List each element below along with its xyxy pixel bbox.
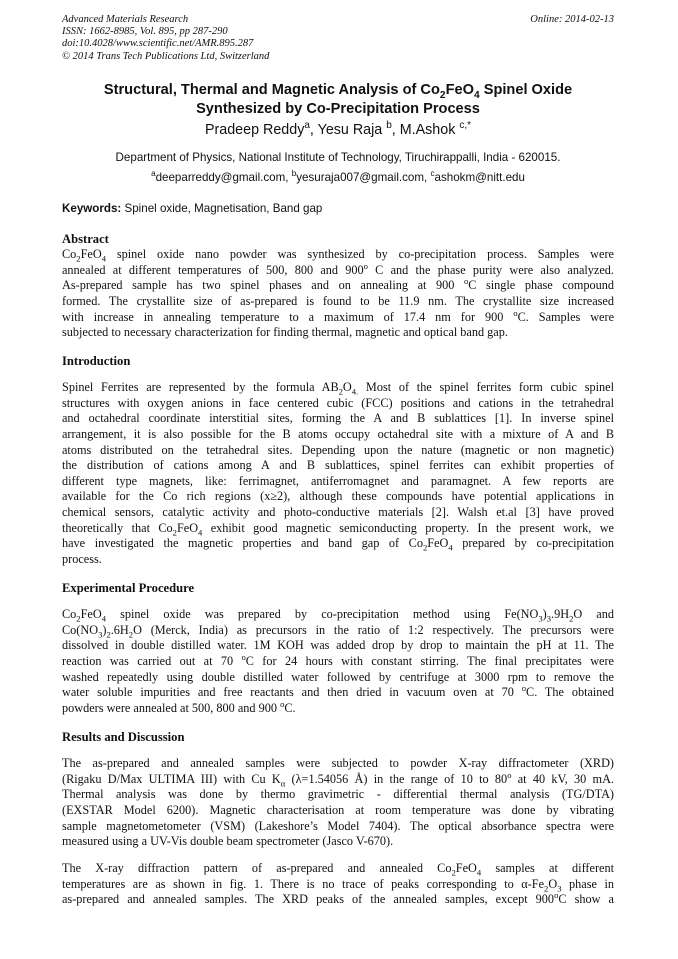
text-line: theoretically that $Co_2FeO_4$ exhibit good magnetic semiconducting property. In the present work, we: [62, 520, 614, 538]
title-text: FeO: [445, 82, 474, 98]
text-line: have investigated the magnetic properties and band gap of $Co_2FeO_4$ prepared by co-precipitation: [62, 536, 614, 553]
results-heading: Results and Discussion: [62, 730, 185, 744]
text-line: as-prepared and annealed samples. The XRD peaks of the annealed samples, except 900$^o$C show a: [62, 890, 614, 907]
title-text: Spinel Oxide: [479, 82, 573, 98]
affiliation-mark: b: [291, 169, 297, 179]
affiliation-mark: a: [151, 169, 156, 179]
subscript: 2: [439, 89, 446, 101]
text-line: measured using a UV-Vis double beam spectrometer (Jasco V-670).: [62, 834, 394, 849]
title-text: Structural, Thermal and Magnetic Analysis of Co: [103, 82, 440, 98]
experimental-heading: Experimental Procedure: [62, 581, 195, 595]
text-line: the distribution of cations among A and B sublattices, spinel ferrites can exhibit properties of: [62, 458, 614, 473]
affiliation-mark: a: [304, 120, 310, 132]
author-name: , M.Ashok: [391, 122, 460, 138]
text-line: The as-prepared and annealed samples were subjected to powder X-ray diffractometer (XRD): [62, 756, 614, 770]
text-line: formed. The crystallite size of as-prepared is found to be 11.9 nm. The crystallite size increased: [62, 293, 614, 308]
author-list: [62, 121, 614, 139]
author-name: , Yesu Raja: [309, 122, 387, 138]
text-line: structures with oxygen anions in face centered cubic (FCC) positions and cations in the tetrahedral: [62, 395, 614, 410]
introduction-body: [62, 380, 614, 568]
text-line: and octahedral coordinate interstitial sites, forming the A and B sublattices [1]. In inverse spinel: [62, 411, 614, 426]
text-line: (EXSTAR Model 6200). Magnetic characterisation at room temperature was done by vibrating: [62, 802, 614, 817]
affiliation-mark: c,*: [459, 120, 471, 132]
text-line: The X-ray diffraction pattern of as-prepared and annealed $Co_2FeO_4$ samples at different: [62, 861, 614, 878]
email: ashokm@nitt.edu: [434, 171, 525, 184]
text-line: water soluble impurities and free reactants and then dried in vacuum oven at 70 $^o$C. The obtained: [62, 683, 614, 700]
author-name: Pradeep Reddy: [204, 122, 305, 138]
text-line: with increase in annealing temperature to a maximum of 17.4 nm for 900 $^o$C. Samples were: [62, 307, 615, 324]
issn-line: ISSN: 1662-8985, Vol. 895, pp 287-290: [62, 26, 228, 38]
text-line: annealed at different temperatures of 500, 800 and 900$^o$ C and the phase purity were also analyzed.: [62, 260, 614, 277]
affiliation-mark: b: [386, 120, 392, 132]
text-line: dissolved in double distilled water. 1M KOH was added drop by drop to maintain the pH at 11. The: [62, 638, 614, 653]
paper-title: [62, 81, 614, 119]
title-line-2: Synthesized by Co-Precipitation Process: [196, 101, 480, 117]
text-line: powders were annealed at 500, 800 and 900 $^o$C.: [62, 698, 296, 715]
experimental-body: [62, 607, 614, 716]
text-line: chemical sensors, catalytic activity and photo-conductive materials [2]. Walsh et.al [3] have proved: [62, 505, 614, 520]
journal-header: [62, 14, 614, 63]
text-line: Thermal analysis was done by thermo gravimetric - differential thermal analysis (TG/DTA): [62, 787, 614, 802]
text-line: Spinel Ferrites are represented by the formula $AB_2O_{4.}$ Most of the spinel ferrites form cubic spinel: [62, 380, 614, 397]
keywords: [62, 201, 614, 216]
author-emails: [62, 170, 614, 185]
abstract-heading: Abstract: [62, 232, 109, 246]
text-line: available for the Co rich regions (x≥2), although these compounds have potential applications in: [62, 489, 614, 504]
text-line: $Co_2FeO_4$ spinel oxide was prepared by co-precipitation method using $Fe(NO_3)_3.9H_2O$ and: [62, 607, 614, 624]
affiliation: Department of Physics, National Institute of Technology, Tiruchirappalli, India - 620015.: [115, 151, 561, 164]
text-line: As-prepared sample has two spinel phases and on annealing at 900 $^o$C single phase compound: [62, 276, 614, 293]
text-line: reaction was carried out at 70 $^o$C for 24 hours with constant stirring. The final precipitates were: [62, 651, 614, 668]
results-paragraph-2: [62, 861, 614, 908]
email: yesuraja007@gmail.com,: [296, 171, 431, 184]
affiliation-mark: c: [430, 169, 435, 179]
text-line: atoms distributed on the tetrahedral sites. Depending upon the nature (magnetic or non magnetic): [62, 442, 614, 457]
abstract-body: [62, 247, 614, 341]
keywords-text: Spinel oxide, Magnetisation, Band gap: [121, 202, 323, 215]
doi-line: doi:10.4028/www.scientific.net/AMR.895.287: [62, 38, 254, 50]
text-line: subjected to necessary characterization for finding thermal, magnetic and optical band gap.: [62, 325, 508, 340]
email: deeparreddy@gmail.com,: [155, 171, 292, 184]
results-paragraph-1: [62, 756, 614, 850]
online-date: Online: 2014-02-13: [530, 14, 614, 25]
text-line: temperatures are as shown in fig. 1. There is no trace of peaks corresponding to $\alpha-Fe_2O_3$ phase in: [62, 876, 614, 894]
subscript: 4: [473, 89, 480, 101]
text-line: washed repeatedly using double distilled water followed by centrifuge at 3000 rpm to remove the: [62, 669, 614, 684]
text-line: $Co(NO_3)_2.6H_2O$ (Merck, India) as precursors in the ratio of 1:2 respectively. The precursors were: [62, 622, 614, 640]
journal-name: Advanced Materials Research: [62, 14, 189, 25]
copyright-line: © 2014 Trans Tech Publications Ltd, Switzerland: [62, 50, 270, 62]
introduction-heading: Introduction: [62, 354, 131, 368]
text-line: (Rigaku D/Max ULTIMA III) with Cu $K_\alpha$ (λ=1.54056 Å) in the range of 10 to 80$^o$ at 40 kV, 30 mA.: [62, 769, 614, 789]
keywords-label: Keywords:: [62, 202, 122, 215]
text-line: arrangement, it is also possible for the B atoms occupy octahedral site with a mixture of A and B: [62, 426, 614, 441]
text-line: $Co_2FeO_4$ spinel oxide nano powder was synthesized by co-precipitation process. Samples were: [62, 247, 614, 264]
text-line: different type magnets, like: ferrimagnet, antiferromagnet and paramagnet. A few reports are: [62, 473, 614, 488]
text-line: process.: [62, 552, 102, 567]
text-line: sample magnetometometer (VSM) (Lakeshore’s Model 7404). The optical absorbance spectra were: [62, 818, 614, 833]
